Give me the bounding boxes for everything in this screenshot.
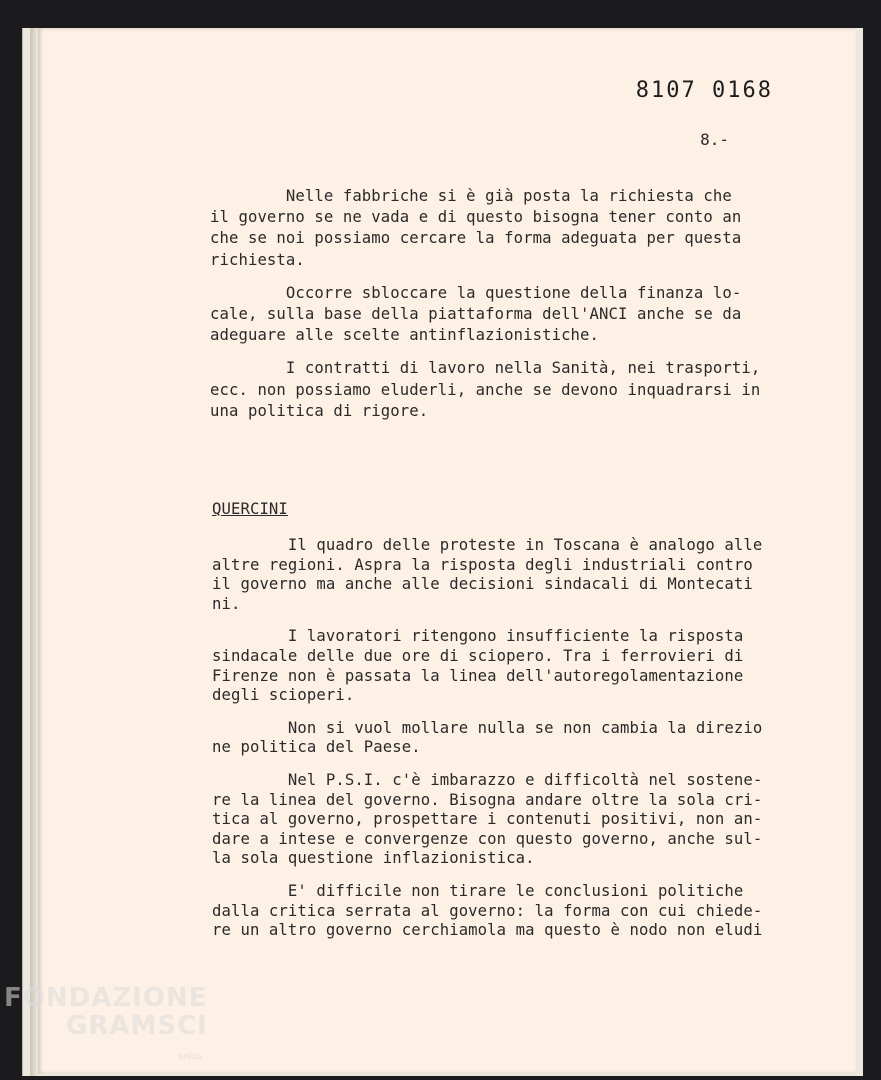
text-line: re un altro governo cerchiamola ma questo è nodo non eludi xyxy=(212,921,763,940)
text-line: tica al governo, prospettare i contenuti positivi, non an- xyxy=(212,810,763,829)
watermark-logo xyxy=(4,984,208,1040)
text-line: I lavoratori ritengono insufficiente la risposta xyxy=(212,627,744,646)
text-line: re la linea del governo. Bisogna andare oltre la sola cri- xyxy=(212,790,763,809)
text-line: I contratti di lavoro nella Sanità, nei trasporti, xyxy=(210,359,761,378)
text-line: che se noi possiamo cercare la forma adeguata per questa xyxy=(210,229,742,248)
section-heading: QUERCINI xyxy=(212,500,288,518)
page-number: 8.- xyxy=(700,130,729,149)
text-line: la sola questione inflazionistica. xyxy=(212,849,535,868)
text-line: il governo ma anche alle decisioni sindacali di Montecati xyxy=(212,575,753,594)
text-line: Nelle fabbriche si è già posta la richiesta che xyxy=(210,187,732,205)
document-number: 8107 0168 xyxy=(635,78,773,103)
text-line: altre regioni. Aspra la risposta degli industriali contro xyxy=(212,555,753,574)
text-line: Non si vuol mollare nulla se non cambia la direzio xyxy=(212,718,763,737)
text-line: Il quadro delle proteste in Toscana è analogo alle xyxy=(212,536,763,554)
text-line: Nel P.S.I. c'è imbarazzo e difficoltà nel sostene- xyxy=(212,771,763,789)
text-line: ne politica del Paese. xyxy=(212,738,421,757)
watermark-line2: GRAMSCI xyxy=(66,1011,208,1041)
text-line: sindacale delle due ore di sciopero. Tra i ferrovieri di xyxy=(212,647,744,665)
text-line: ecc. non possiamo eluderli, anche se devono inquadrarsi in xyxy=(210,380,761,399)
text-line: il governo se ne vada e di questo bisogna tener conto an xyxy=(210,208,742,227)
text-line: cale, sulla base della piattaforma dell'ANCI anche se da xyxy=(210,305,742,323)
watermark-line1: FONDAZIONE xyxy=(4,983,208,1013)
text-line: degli scioperi. xyxy=(212,686,355,705)
text-line: richiesta. xyxy=(210,250,305,269)
text-line: ni. xyxy=(212,594,241,613)
text-line: dare a intese e convergenze con questo governo, anche sul- xyxy=(212,829,763,848)
text-line: Firenze non è passata la linea dell'autoregolamentazione xyxy=(212,666,744,685)
watermark-small: onlus xyxy=(178,1052,203,1062)
text-line: E' difficile non tirare le conclusioni politiche xyxy=(212,882,744,900)
text-line: una politica di rigore. xyxy=(210,401,429,420)
text-line: dalla critica serrata al governo: la forma con cui chiede- xyxy=(212,901,763,920)
text-line: adeguare alle scelte antinflazionistiche. xyxy=(210,326,600,345)
text-line: Occorre sbloccare la questione della finanza lo- xyxy=(210,283,742,302)
